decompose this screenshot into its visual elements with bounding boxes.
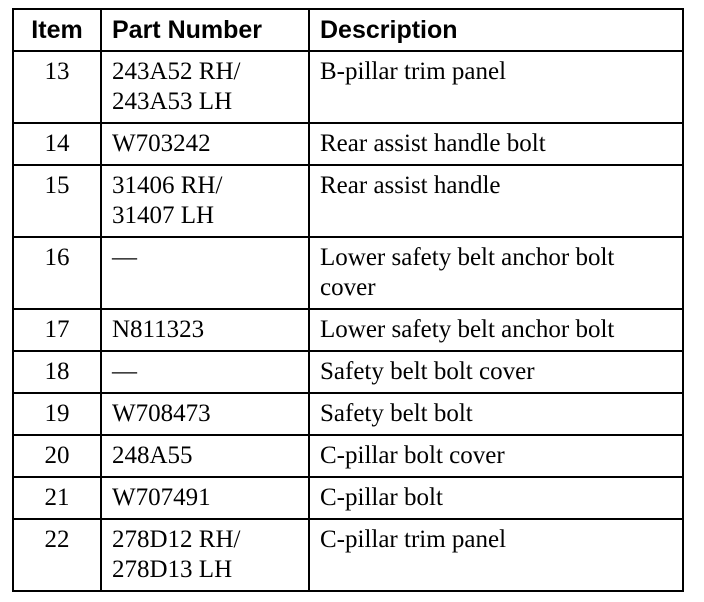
part-number-cell <box>101 351 309 393</box>
description-line: Safety belt bolt cover <box>320 358 535 385</box>
part-number-line: W703242 <box>112 130 211 157</box>
item-cell: 20 <box>13 435 101 477</box>
part-number-line: 278D12 RH/ <box>112 526 241 553</box>
part-number-line: 243A52 RH/ <box>112 58 241 85</box>
table-header <box>13 9 683 51</box>
part-number-cell <box>101 309 309 351</box>
item-cell: 19 <box>13 393 101 435</box>
item-cell: 21 <box>13 477 101 519</box>
table-row <box>13 435 683 477</box>
table-row <box>13 51 683 123</box>
header-part-number: Part Number <box>101 9 309 51</box>
table-row <box>13 237 683 309</box>
description-line: Lower safety belt anchor bolt <box>320 316 615 343</box>
description-line: B-pillar trim panel <box>320 58 507 85</box>
part-number-line: W707491 <box>112 484 211 511</box>
table-row <box>13 309 683 351</box>
table-row <box>13 393 683 435</box>
table-row <box>13 519 683 591</box>
description-line: Safety belt bolt <box>320 400 473 427</box>
item-cell: 13 <box>13 51 101 123</box>
part-number-line: 243A53 LH <box>112 88 233 115</box>
part-number-line: — <box>112 358 137 385</box>
part-number-line: 278D13 LH <box>112 556 233 583</box>
item-cell: 17 <box>13 309 101 351</box>
description-cell <box>309 309 683 351</box>
description-cell <box>309 51 683 123</box>
description-line: C-pillar trim panel <box>320 526 507 553</box>
part-number-cell <box>101 165 309 237</box>
description-line: Rear assist handle bolt <box>320 130 546 157</box>
item-cell: 18 <box>13 351 101 393</box>
description-cell <box>309 165 683 237</box>
part-number-line: — <box>112 244 137 271</box>
part-number-cell <box>101 237 309 309</box>
description-line: cover <box>320 274 376 301</box>
parts-table <box>12 8 684 592</box>
part-number-line: 31406 RH/ <box>112 172 223 199</box>
part-number-cell <box>101 435 309 477</box>
description-cell <box>309 123 683 165</box>
part-number-cell <box>101 477 309 519</box>
description-cell <box>309 477 683 519</box>
part-number-line: 31407 LH <box>112 202 215 229</box>
part-number-cell <box>101 393 309 435</box>
description-cell <box>309 519 683 591</box>
part-number-cell <box>101 519 309 591</box>
description-line: C-pillar bolt <box>320 484 443 511</box>
item-cell: 16 <box>13 237 101 309</box>
description-line: Lower safety belt anchor bolt <box>320 244 615 271</box>
description-cell <box>309 237 683 309</box>
header-row <box>13 9 683 51</box>
table-row <box>13 351 683 393</box>
table-row <box>13 477 683 519</box>
description-cell <box>309 393 683 435</box>
item-cell: 15 <box>13 165 101 237</box>
description-cell <box>309 435 683 477</box>
table-row <box>13 123 683 165</box>
item-cell: 14 <box>13 123 101 165</box>
part-number-cell <box>101 51 309 123</box>
part-number-line: W708473 <box>112 400 211 427</box>
description-line: C-pillar bolt cover <box>320 442 505 469</box>
item-cell: 22 <box>13 519 101 591</box>
header-item: Item <box>13 9 101 51</box>
part-number-cell <box>101 123 309 165</box>
header-description: Description <box>309 9 683 51</box>
table-body <box>13 51 683 591</box>
description-line: Rear assist handle <box>320 172 501 199</box>
table-row <box>13 165 683 237</box>
description-cell <box>309 351 683 393</box>
part-number-line: N811323 <box>112 316 205 343</box>
part-number-line: 248A55 <box>112 442 193 469</box>
